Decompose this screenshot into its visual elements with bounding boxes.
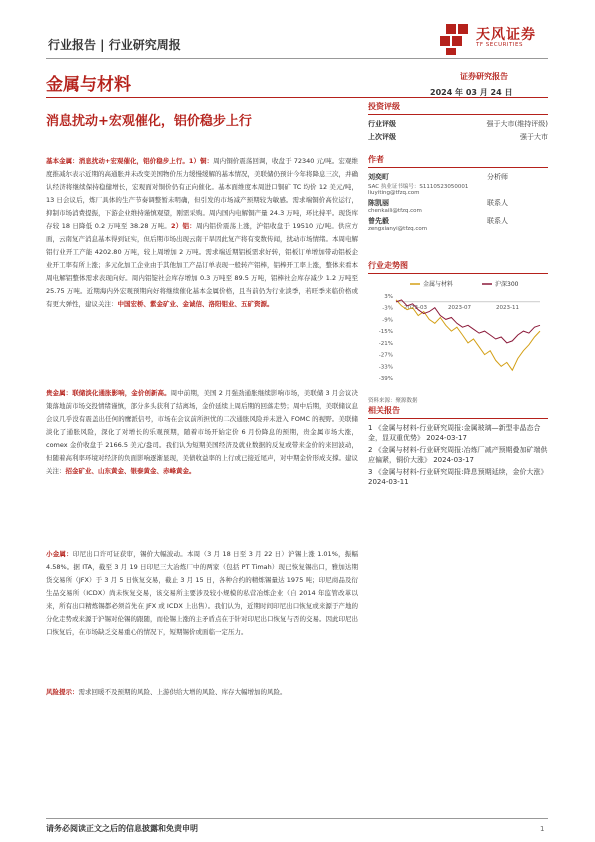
related-divider xyxy=(368,418,548,419)
para-text: 周内铜价震荡回调，收盘于 72340 元/吨。宏观维度推减尔表示近期的高通胀并未改变美国物价压力缓慢缓解的基本情况，美联储仍预计今年将降息三次，并确认经济将继续保持稳健增长，宏观面对铜价仍有正向催化。基本面维度本周进口铜矿 TC 均价 12 美元/吨，13 日会议后，炼厂具体的生产节奏调整暂未明确，但引发的市场减产预期较为敏感。需求端铜价高位运行，抑制市场消费提振，下游企业维持谨慎观望，刚需采购。周内国内电解铜产量 24.3 万吨，环比持平。现货库存较 18 日降低 0.2 万吨至 38.28 万吨。 xyxy=(46,157,358,230)
logo-mark-icon xyxy=(436,22,472,56)
rating-row-previous xyxy=(368,132,548,142)
report-date: 2024 年 03 月 24 日 xyxy=(430,88,513,97)
rating-label: 上次评级 xyxy=(368,133,396,141)
company-logo xyxy=(436,22,472,60)
para-heading: 风险提示： xyxy=(46,688,79,696)
report-type: 证券研究报告 xyxy=(460,72,508,81)
rating-divider xyxy=(368,114,548,115)
related-heading: 相关报告 xyxy=(368,406,400,415)
page-number: 1 xyxy=(540,825,545,833)
rating-row-industry xyxy=(368,119,548,129)
author-role: 分析师 xyxy=(487,173,508,181)
title-divider xyxy=(46,97,548,98)
author-email[interactable]: chenkaili@tfzq.com xyxy=(368,208,422,214)
para-heading: 基本金属：消息扰动+宏观催化，铝价稳步上行。1）铜： xyxy=(46,157,214,165)
stock-picks: 中国宏桥、紫金矿业、金诚信、洛阳钼业、五矿资源。 xyxy=(117,300,274,308)
paragraph-precious-metals xyxy=(46,387,358,478)
legend-label: 沪深300 xyxy=(495,281,519,288)
para-heading: 小金属： xyxy=(46,550,73,558)
author-name: 刘奕町 xyxy=(368,173,389,181)
authors-heading: 作者 xyxy=(368,155,384,164)
y-tick-label: -33% xyxy=(378,364,393,371)
author-license: SAC 执业证书编号：S1110523050001 xyxy=(368,184,469,190)
para-subheading: 2）铝： xyxy=(171,222,196,230)
stock-picks: 招金矿业、山东黄金、银泰黄金、赤峰黄金。 xyxy=(65,467,196,475)
y-tick-label: -3% xyxy=(382,305,393,312)
x-tick-label: 2023-11 xyxy=(496,304,519,311)
related-item[interactable]: 2 《金属与材料-行业研究周报:冶炼厂减产预期叠加矿端供应偏紧，铜价大涨》 2024-03-17 xyxy=(368,446,548,464)
author-role: 联系人 xyxy=(487,199,508,207)
author-entry xyxy=(368,216,508,232)
y-tick-label: -39% xyxy=(378,376,393,382)
paragraph-risk xyxy=(46,686,358,699)
logo-subtext: TF SECURITIES xyxy=(476,42,523,48)
report-category: 行业报告 | 行业研究周报 xyxy=(48,38,181,52)
disclaimer-notice: 请务必阅读正文之后的信息披露和免责申明 xyxy=(46,824,198,833)
footer-divider xyxy=(46,818,548,819)
related-item[interactable]: 1 《金属与材料-行业研究周报:金属玻璃—新型非晶态合金，显双重优势》 2024-03-17 xyxy=(368,424,541,442)
author-name: 曾先毅 xyxy=(368,217,389,225)
chart-heading: 行业走势图 xyxy=(368,261,408,270)
rating-value: 强于大市(维持评级) xyxy=(486,120,548,128)
author-role: 联系人 xyxy=(487,217,508,225)
author-entry xyxy=(368,198,508,214)
logo-text: 天风证券 xyxy=(476,27,536,43)
y-tick-label: 3% xyxy=(384,294,393,300)
author-email[interactable]: zengxianyi@tfzq.com xyxy=(368,226,428,232)
author-email[interactable]: liuyiting@tfzq.com xyxy=(368,190,420,196)
para-text: 印尼出口许可证获审，锡价大幅波动。本周（3 月 18 日至 3 月 22 日）沪锡上涨 1.01%，振幅 4.58%。据 ITA，截至 3 月 19 日印尼三大冶炼厂中的两家（包括 PT Timah）现已恢复锡出口，雅加达期货交易所（JFX）于 3 月 5 日恢复交易，截止 3 月 15 日，各种合约的精炼锡量达 1975 吨；印尼商品及衍生品交易所（ICDX）尚未恢复交易，该交易所主要涉及较小规模的私营冶炼企业（自 2014 年监管改革以来，所有出口精炼锡都必须首先在 JFX 或 ICDX 上出售）。我们认为，近期时间印尼出口恢复或来源于产地的分化走势或来源于沪锡对伦锡的跟随，而伦锡上涨的主矛盾点在于针对印尼出口恢复与否的交易。因此印尼出口恢复后，在市场缺乏交易重心的情况下，短期锡价或面临一定压力。 xyxy=(46,550,359,636)
y-tick-label: -15% xyxy=(378,329,393,336)
rating-value: 强于大市 xyxy=(520,133,548,141)
legend-label: 金属与材料 xyxy=(423,281,454,288)
y-tick-label: -27% xyxy=(378,352,393,359)
trend-chart xyxy=(368,278,548,388)
para-text: 周中前期，美国 2 月强劲通胀继续影响市场，美联储 3 月会议决策落地前市场交投情绪谨慎，部分多头获利了结离场，金价延续上周后期的回落走势；周中后期，美联储议息会议几乎没有震盖出任何的鹰派信号，市场在会议前所担忧的二次通胀风险并未进入 FOMC 的视野。美联储淡化了通胀风险，深化了对增长的乐观预期，随着市场开始定价 6 月份降息的预期，贵金属市场大涨，comex 金价收盘于 2166.5 美元/盎司。我们认为短期美国经济及就业数据的反复或带来金价的来回波动，但随着高利率环境对经济的负面影响逐渐显现，美债收益率的上行或已接近尾声，对中期金价形成支撑。建议关注： xyxy=(46,389,358,475)
report-headline: 消息扰动+宏观催化，铝价稳步上行 xyxy=(46,114,252,129)
author-entry xyxy=(368,172,508,196)
y-tick-label: -9% xyxy=(382,317,393,324)
sector-title: 金属与材料 xyxy=(46,75,131,95)
authors-section xyxy=(368,154,548,232)
chart-divider xyxy=(368,273,548,274)
para-text: 需求回暖不及预期的风险、上游供给大增的风险、库存大幅增加的风险。 xyxy=(78,688,287,696)
paragraph-base-metals xyxy=(46,155,358,311)
x-tick-label: 2023-03 xyxy=(404,304,427,311)
chart-section xyxy=(368,260,548,404)
para-heading: 贵金属：联储淡化通胀影响，金价创新高。 xyxy=(46,389,171,397)
rating-section xyxy=(368,101,548,142)
author-name: 陈凯丽 xyxy=(368,199,389,207)
header-divider xyxy=(46,58,548,59)
rating-label: 行业评级 xyxy=(368,120,396,128)
y-tick-label: -21% xyxy=(378,340,393,347)
x-tick-label: 2023-07 xyxy=(448,304,471,311)
rating-heading: 投资评级 xyxy=(368,102,400,111)
para-text: 周内铝价震荡上涨，沪铝收盘于 19510 元/吨。供应方面，云南复产消息基本得到证实，但后期市场出现云南干旱因此复产将有变数传闻，扰动市场情绪。本周电解铝行业开工产能 4202.80 万吨，较上周增加 2 万吨。需求端近期铝板需求好转，铝板订单增加带动铝板企业开工率有所上涨；多元化加工企业由于其他加工产品订单表现一般转产铝棒，铝棒开工率上涨，整体来看本周电解铝整体需求表现向好。周内铝锭社会库存增加 0.3 万吨至 89.5 万吨，铝棒社会库存减少 1.2 万吨至 25.75 万吨。近期海内外宏观预期向好将继续催化基本金属价格，且当前仍为行业淡季，若旺季来临价格或有更大弹性，建议关注： xyxy=(46,222,359,308)
paragraph-minor-metals xyxy=(46,548,358,639)
authors-divider xyxy=(368,167,548,168)
related-item[interactable]: 3 《金属与材料-行业研究周报:降息预期延续，金价大涨》 2024-03-11 xyxy=(368,468,548,486)
related-section xyxy=(368,405,548,487)
chart-source: 资料来源：聚源数据 xyxy=(368,398,418,404)
